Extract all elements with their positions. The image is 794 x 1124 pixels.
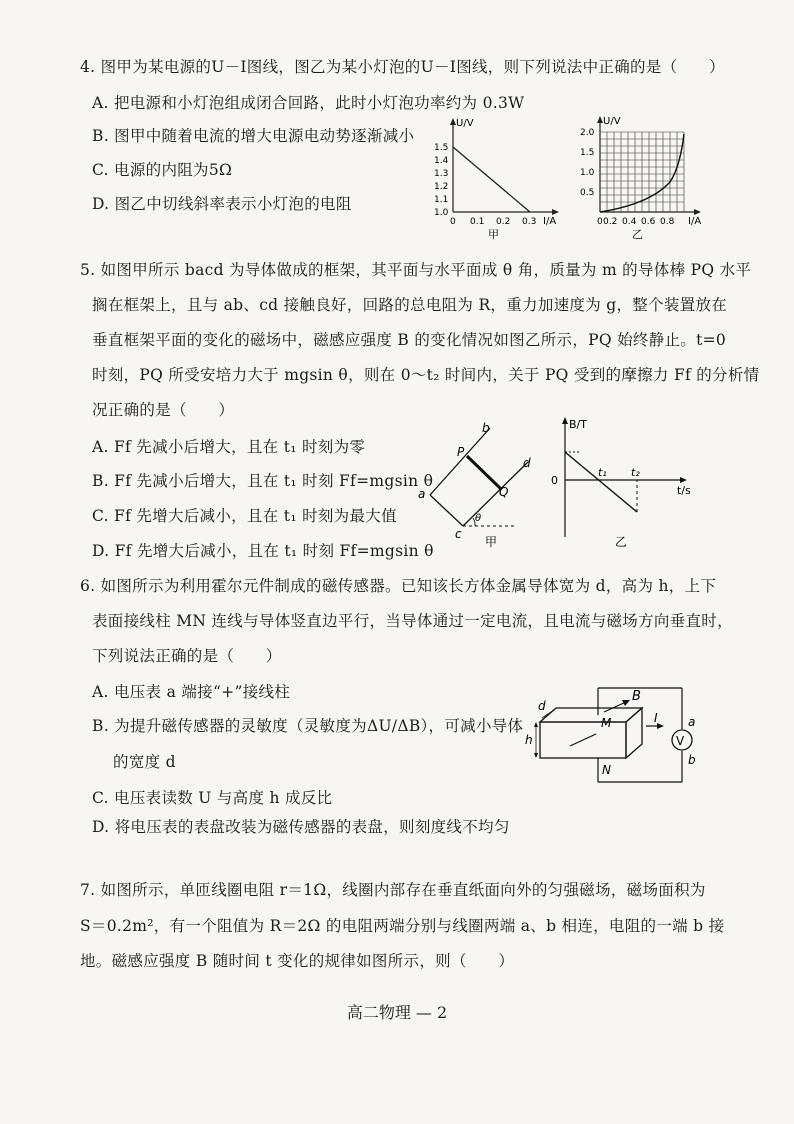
q5b-xlabel: t/s	[677, 484, 691, 497]
q5-stem-line: 5. 如图甲所示 bacd 为导体做成的框架，其平面与水平面成 θ 角，质量为 m 的导体棒 PQ 水平	[80, 261, 752, 279]
q5-stem-line: 垂直框架平面的变化的磁场中，磁感应强度 B 的变化情况如图乙所示，PQ 始终静止。t=0	[92, 331, 727, 349]
label-N: N	[602, 763, 611, 777]
q6-stem-line: 表面接线柱 MN 连线与导体竖直边平行，当导体通过一定电流，且电流与磁场方向垂直时，	[92, 612, 733, 630]
q5-option-b: B. Ff 先减小后增大，且在 t₁ 时刻 Ff=mgsin θ	[92, 472, 434, 490]
q4-graph-a	[420, 112, 565, 242]
q6-stem-line: 6. 如图所示为利用霍尔元件制成的磁传感器。已知该长方体金属导体宽为 d，高为 h，上下	[80, 577, 717, 595]
label-b: b	[688, 753, 696, 767]
label-Q: Q	[499, 485, 509, 499]
q4b-xlabel: I/A	[688, 216, 702, 227]
q4a-xtick: 0	[450, 217, 456, 227]
q7-stem-line: 7. 如图所示，单匝线圈电阻 r＝1Ω，线圈内部存在垂直纸面向外的匀强磁场，磁场面积为	[80, 881, 706, 899]
q4b-ytick: 1.5	[580, 148, 595, 158]
q4b-xtick: 0.6	[641, 217, 656, 227]
label-c: c	[455, 527, 462, 541]
q6-option-a: A. 电压表 a 端接“+”接线柱	[92, 683, 291, 701]
q7-stem-line: S＝0.2m²，有一个阻值为 R＝2Ω 的电阻两端分别与线圈两端 a、b 相连，电阻的一端 b 接	[80, 917, 725, 935]
q5b-ylabel: B/T	[569, 418, 587, 431]
q4a-ytick: 1.2	[434, 182, 449, 192]
q6-fig	[518, 682, 718, 792]
q6-stem-line: 下列说法正确的是（ ）	[92, 647, 282, 665]
q4-stem: 4. 图甲为某电源的U－I图线，图乙为某小灯泡的U－I图线，则下列说法中正确的是（ ）	[80, 58, 725, 76]
q4b-xtick: 0.2	[603, 217, 618, 227]
q5-stem-line: 搁在框架上，且与 ab、cd 接触良好，回路的总电阻为 R，重力加速度为 g，整个装置放在	[92, 296, 728, 314]
q5b-t1: t₁	[598, 466, 607, 479]
label-b: b	[482, 421, 490, 435]
q4a-xtick: 0.3	[522, 217, 537, 227]
q4a-ytick: 1.1	[434, 195, 449, 205]
q5-stem-line: 时刻，PQ 所受安培力大于 mgsin θ，则在 0～t₂ 时间内，关于 PQ 受到的摩擦力 Ff 的分析情	[92, 366, 760, 384]
q4b-ytick: 1.0	[580, 168, 595, 178]
q4b-xtick: 0.8	[660, 217, 675, 227]
q4a-line	[453, 147, 530, 212]
q4-option-b: B. 图甲中随着电流的增大电源电动势逐渐减小	[92, 127, 415, 145]
q4-option-a: A. 把电源和小灯泡组成闭合回路，此时小灯泡功率约为 0.3W	[92, 94, 525, 112]
label-h: h	[525, 733, 533, 747]
q6-option-b: B. 为提升磁传感器的灵敏度（灵敏度为ΔU/ΔB），可减小导体	[92, 717, 524, 735]
q4b-caption: 乙	[632, 228, 643, 241]
q6-option-b-cont: 的宽度 d	[92, 753, 176, 771]
q7-stem-line: 地。磁感应强度 B 随时间 t 变化的规律如图所示，则（ ）	[80, 952, 515, 970]
q4-option-d: D. 图乙中切线斜率表示小灯泡的电阻	[92, 195, 352, 213]
label-I: I	[654, 711, 658, 725]
q4b-xtick: 0.4	[622, 217, 637, 227]
page-footer: 高二物理 — 2	[346, 1003, 448, 1022]
label-a: a	[418, 487, 426, 501]
q6-option-d: D. 将电压表的表盘改装为磁传感器的表盘，则刻度线不均匀	[92, 818, 510, 836]
label-theta: θ	[475, 513, 482, 524]
q4a-ytick: 1.5	[434, 143, 449, 153]
q5-fig-b	[545, 412, 705, 552]
q5-option-c: C. Ff 先增大后减小，且在 t₁ 时刻为最大值	[92, 507, 397, 525]
q4b-ytick: 0.5	[580, 188, 595, 198]
q4b-xtick: 0	[597, 217, 603, 227]
q4b-ytick: 2.0	[580, 128, 595, 138]
label-M: M	[601, 716, 612, 730]
q5-stem-line: 况正确的是（ ）	[92, 401, 235, 419]
q4a-xlabel: I/A	[543, 216, 557, 227]
q4a-xtick: 0.1	[470, 217, 485, 227]
label-P: P	[457, 445, 465, 459]
q5b-line	[565, 452, 637, 512]
q4-option-c: C. 电源的内阻为5Ω	[92, 161, 233, 179]
q4a-ylabel: U/V	[456, 118, 474, 129]
q5b-t2: t₂	[631, 466, 640, 479]
q5-option-a: A. Ff 先减小后增大，且在 t₁ 时刻为零	[92, 438, 366, 456]
q4b-ylabel: U/V	[603, 116, 621, 127]
q5a-caption: 甲	[485, 535, 498, 549]
q4a-ytick: 1.3	[434, 169, 449, 179]
q5-option-d: D. Ff 先增大后减小，且在 t₁ 时刻 Ff=mgsin θ	[92, 542, 434, 560]
q6-option-c: C. 电压表读数 U 与高度 h 成反比	[92, 789, 333, 807]
q4a-ytick: 1.0	[434, 208, 449, 218]
label-B: B	[632, 689, 641, 704]
q5b-origin: 0	[551, 474, 558, 487]
label-d: d	[523, 456, 531, 470]
q4a-caption: 甲	[488, 228, 499, 241]
q4a-xtick: 0.2	[496, 217, 511, 227]
q4a-ytick: 1.4	[434, 156, 449, 166]
label-d: d	[538, 699, 546, 713]
q5b-caption: 乙	[615, 535, 628, 549]
q4-graph-b	[570, 112, 715, 242]
label-a: a	[688, 715, 696, 729]
voltmeter-label: V	[676, 734, 685, 748]
q5-fig-a	[415, 420, 545, 550]
